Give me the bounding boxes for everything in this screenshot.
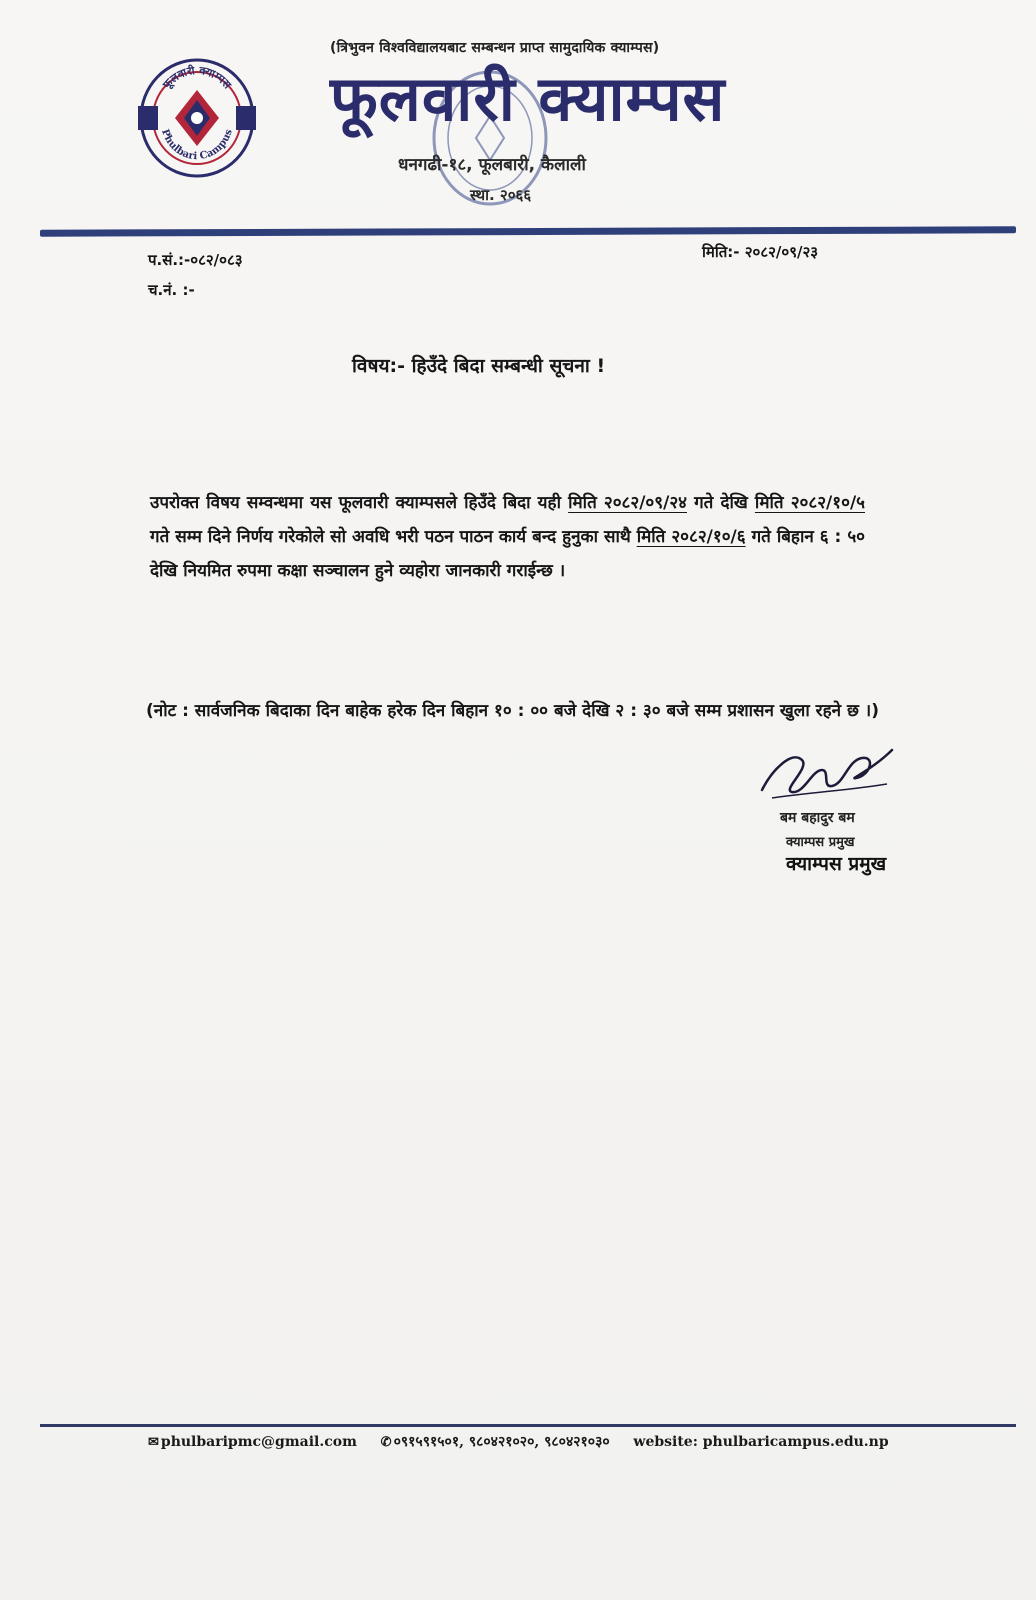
dispatch-number: च.नं. :- (148, 281, 195, 299)
footer-website: website: phulbaricampus.edu.np (633, 1434, 889, 1450)
envelope-icon: ✉ (148, 1435, 159, 1450)
svg-text:Phulbari Campus: Phulbari Campus (159, 127, 235, 163)
body-text-part: गते देखि (687, 493, 755, 513)
campus-name-heading: फूलवारी क्याम्पस (330, 62, 726, 135)
letter-date: मिति:- २०८२/०९/२३ (702, 243, 819, 261)
body-text-part: गते सम्म दिने निर्णय गरेकोले सो अवधि भरी पठन पाठन कार्य बन्द हुनुका साथै (150, 527, 637, 547)
svg-text:फूलवारी क्याम्पस: फूलवारी क्याम्पस (160, 63, 234, 92)
signatory-title-stamp: क्याम्पस प्रमुख (786, 835, 855, 850)
phone-icon: ✆ (380, 1435, 392, 1450)
handwritten-signature-icon (752, 740, 902, 810)
footer-phones: ०९१५९१५०१, ९८०४२१०२०, ९८०४२१०३० (393, 1434, 610, 1450)
underlined-date: मिति २०८२/१०/६ (636, 527, 746, 547)
underlined-date: मिति २०८२/१०/५ (754, 493, 865, 513)
underlined-date: मिति २०८२/०९/२४ (568, 493, 687, 513)
notice-body (150, 486, 865, 588)
office-hours-note: (नोट : सार्वजनिक बिदाका दिन बाहेक हरेक दिन बिहान १० : ०० बजे देखि २ : ३० बजे सम्म प्रशासन खुला रहने छ ।) (146, 701, 880, 721)
body-text-part: गते बिहान ६ : ५० देखि नियमित रुपमा कक्षा सञ्चालन हुने व्यहोरा जानकारी गराईन्छ । (150, 527, 865, 581)
reference-number: प.सं.:-०८२/०८३ (148, 251, 243, 269)
subject-line: विषय:- हिउँदे बिदा सम्बन्धी सूचना ! (352, 355, 606, 377)
campus-established: स्था. २०६६ (470, 186, 532, 204)
affiliation-text: (त्रिभुवन विश्वविद्यालयबाट सम्बन्धन प्राप्त सामुदायिक क्याम्पस) (330, 40, 660, 56)
footer-contact (148, 1432, 889, 1451)
footer-divider (40, 1424, 1016, 1427)
header-divider (40, 226, 1016, 236)
body-text-part: उपरोक्त विषय सम्वन्धमा यस फूलवारी क्याम्पसले हिउँदे बिदा यही (150, 493, 569, 513)
campus-logo-icon (138, 56, 256, 180)
signatory-title: क्याम्पस प्रमुख (786, 853, 887, 875)
signatory-name: बम बहादुर बम (780, 810, 855, 826)
campus-address: धनगढी-१८, फूलबारी, कैलाली (398, 155, 586, 175)
footer-email: phulbaripmc@gmail.com (160, 1434, 357, 1450)
